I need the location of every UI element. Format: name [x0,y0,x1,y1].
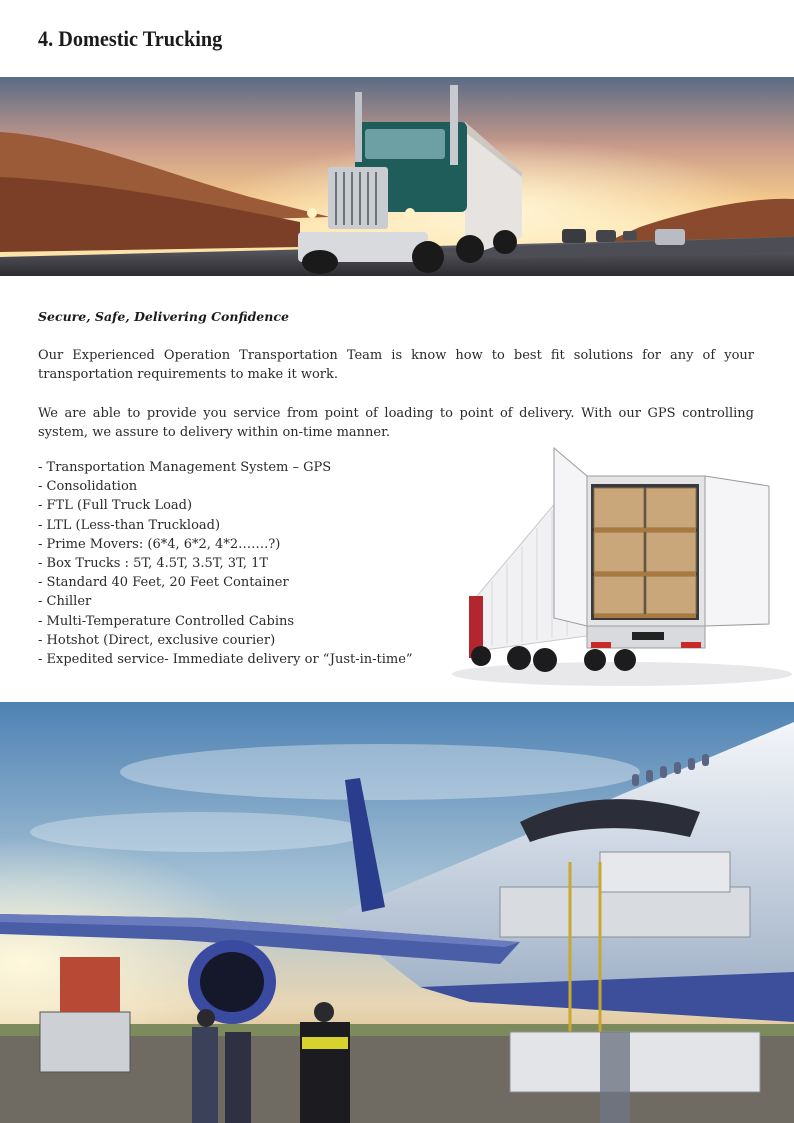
list-item: - Hotshot (Direct, exclusive courier) [38,632,276,648]
list-item: - Multi-Temperature Controlled Cabins [38,613,295,629]
reefer-trailer-photo [447,446,794,690]
tagline: Secure, Safe, Delivering Confidence [38,309,289,324]
service-paragraph: We are able to provide you service from point of loading to point of delivery. With our GPS controlling system, we assure to delivery within on-time manner. [38,406,754,440]
list-item: - Box Trucks : 5T, 4.5T, 3.5T, 3T, 1T [38,556,269,572]
page-title: 4. Domestic Trucking [38,26,223,51]
list-item: - FTL (Full Truck Load) [38,498,193,514]
services-list [38,458,413,669]
list-item: - Standard 40 Feet, 20 Feet Container [38,575,289,591]
list-item: - LTL (Less-than Truckload) [38,517,221,533]
truck-banner-photo [0,77,794,276]
intro-paragraph: Our Experienced Operation Transportation Team is know how to best fit solutions for any of your transportation requirements to make it work. [38,348,754,382]
list-item: - Consolidation [38,479,138,495]
cargo-airplane-photo [0,702,794,1123]
list-item: - Prime Movers: (6*4, 6*2, 4*2…….?) [38,536,281,552]
list-item: - Transportation Management System – GPS [38,460,332,475]
list-item: - Expedited service- Immediate delivery or “Just-in-time” [38,652,413,668]
list-item: - Chiller [38,594,92,610]
